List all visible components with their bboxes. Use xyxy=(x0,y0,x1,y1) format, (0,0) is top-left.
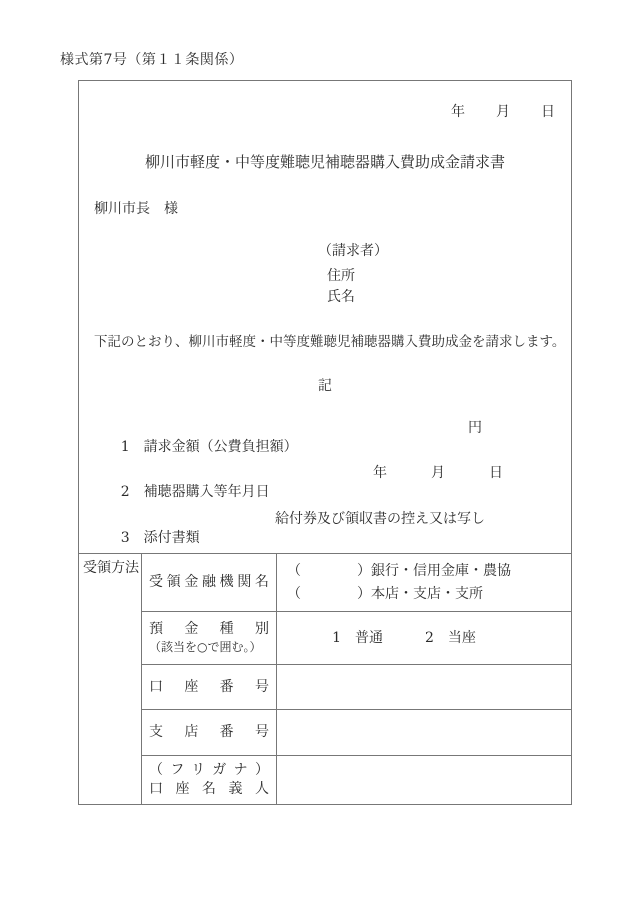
claim-amount-label: 請求金額（公費負担額） xyxy=(143,438,298,455)
form-number: 様式第7号（第１１条関係） xyxy=(60,52,244,68)
branch-number-label: 支店番号 xyxy=(149,724,269,741)
branch-number-value xyxy=(277,710,571,756)
addressee-line: 柳川市長 様 xyxy=(94,201,178,217)
purchase-date-label: 補聴器購入等年月日 xyxy=(143,483,270,500)
request-statement: 下記のとおり、柳川市軽度・中等度難聴児補聴器購入費助成金を請求します。 xyxy=(94,334,566,350)
receipt-method-table xyxy=(79,553,571,804)
account-number-label-cell xyxy=(142,665,277,710)
item-number: 3 xyxy=(120,529,130,546)
deposit-type-note: （該当を○で囲む。） xyxy=(149,640,262,655)
attached-documents-label: 添付書類 xyxy=(143,529,200,546)
deposit-type-label-cell xyxy=(142,612,277,665)
branch-type-options: （ ）本店・支店・支所 xyxy=(287,585,483,602)
attached-documents-value: 給付券及び領収書の控え又は写し xyxy=(275,511,485,527)
requester-name-label: 氏名 xyxy=(327,289,355,305)
deposit-type-options: 1 普通 2 当座 xyxy=(332,629,476,646)
financial-institution-label-cell xyxy=(142,554,277,612)
financial-institution-options-cell xyxy=(277,554,571,612)
requester-address-label: 住所 xyxy=(327,268,355,284)
account-holder-label: 口座名義人 xyxy=(149,781,269,797)
item-number: 2 xyxy=(120,483,130,500)
bank-type-options: （ ）銀行・信用金庫・農協 xyxy=(287,563,511,580)
issue-date-line: 年 月 日 xyxy=(451,104,556,120)
yen-unit-label: 円 xyxy=(468,420,482,436)
financial-institution-label: 受領金融機関名 xyxy=(149,574,269,591)
deposit-type-options-cell xyxy=(277,612,571,665)
record-heading: 記 xyxy=(318,378,332,394)
form-title: 柳川市軽度・中等度難聴児補聴器購入費助成金請求書 xyxy=(144,153,505,171)
requester-heading: （請求者） xyxy=(318,243,388,259)
form-frame xyxy=(78,80,572,805)
account-holder-furigana-label: （フリガナ） xyxy=(149,762,269,779)
item-number: 1 xyxy=(120,438,130,455)
account-holder-value xyxy=(277,756,571,804)
deposit-type-label: 預金種別 xyxy=(149,621,269,638)
branch-number-label-cell xyxy=(142,710,277,756)
account-holder-label-cell xyxy=(142,756,277,804)
purchase-date-blank: 年 月 日 xyxy=(373,465,504,481)
account-number-value xyxy=(277,665,571,710)
receipt-method-header: 受領方法 xyxy=(79,554,142,804)
account-number-label: 口座番号 xyxy=(149,678,269,695)
